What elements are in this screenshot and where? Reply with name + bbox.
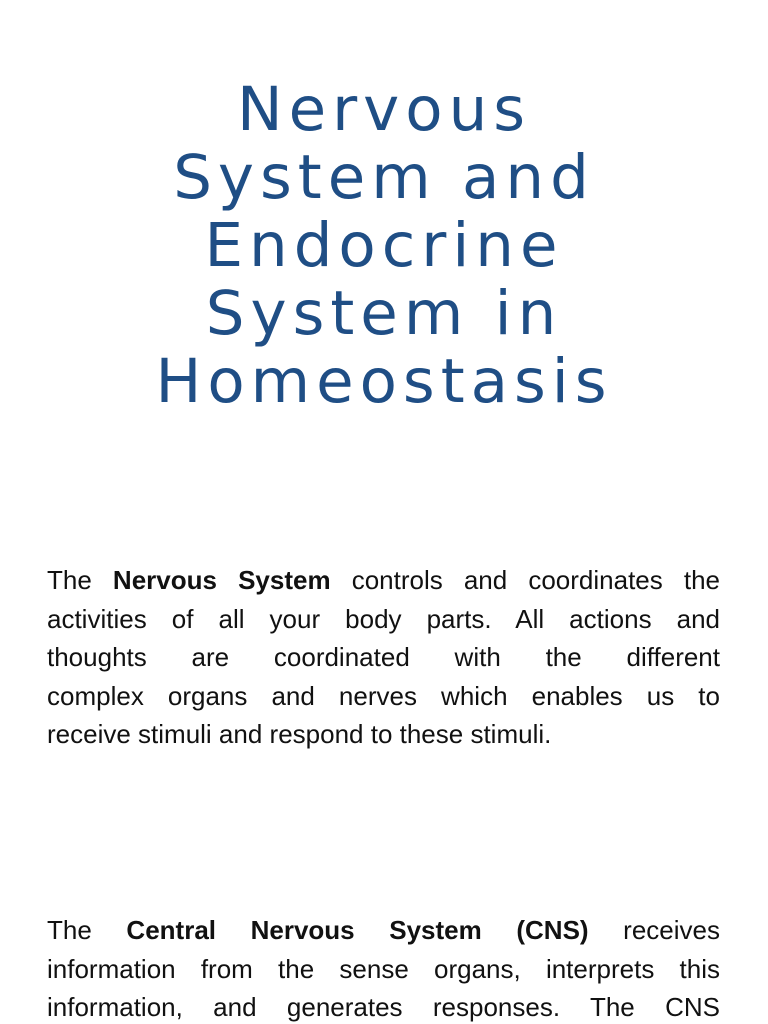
title-line-5: Homeostasis <box>155 346 613 417</box>
paragraph-line: information from the sense organs, interprets this <box>47 953 720 984</box>
paragraph-line: receive stimuli and respond to these stimuli. <box>47 719 552 749</box>
bold-term: Nervous System <box>112 565 331 595</box>
text-run: receives <box>588 915 721 945</box>
paragraph-line: information, and generates responses. The CNS <box>47 992 720 1022</box>
paragraph-line: activities of all your body parts. All actions and <box>47 603 720 634</box>
title-line-4: System in <box>205 278 563 349</box>
paragraph-line: thoughts are coordinated with the different <box>47 642 720 672</box>
title-line-1: Nervous <box>236 74 532 145</box>
text-run: The <box>47 915 127 945</box>
page-title <box>100 76 668 416</box>
paragraph-line: complex organs and nerves which enables us to <box>47 680 720 711</box>
title-line-2: System and <box>173 142 595 213</box>
title-line-3: Endocrine <box>204 210 564 281</box>
bold-term: Central Nervous System (CNS) <box>126 915 589 945</box>
nervous-system-paragraph <box>47 561 720 754</box>
text-run: The <box>47 565 113 595</box>
cns-paragraph <box>47 911 720 1024</box>
paragraph-line <box>47 561 720 600</box>
paragraph-line <box>47 911 720 950</box>
text-run: controls and coordinates the <box>330 565 721 595</box>
